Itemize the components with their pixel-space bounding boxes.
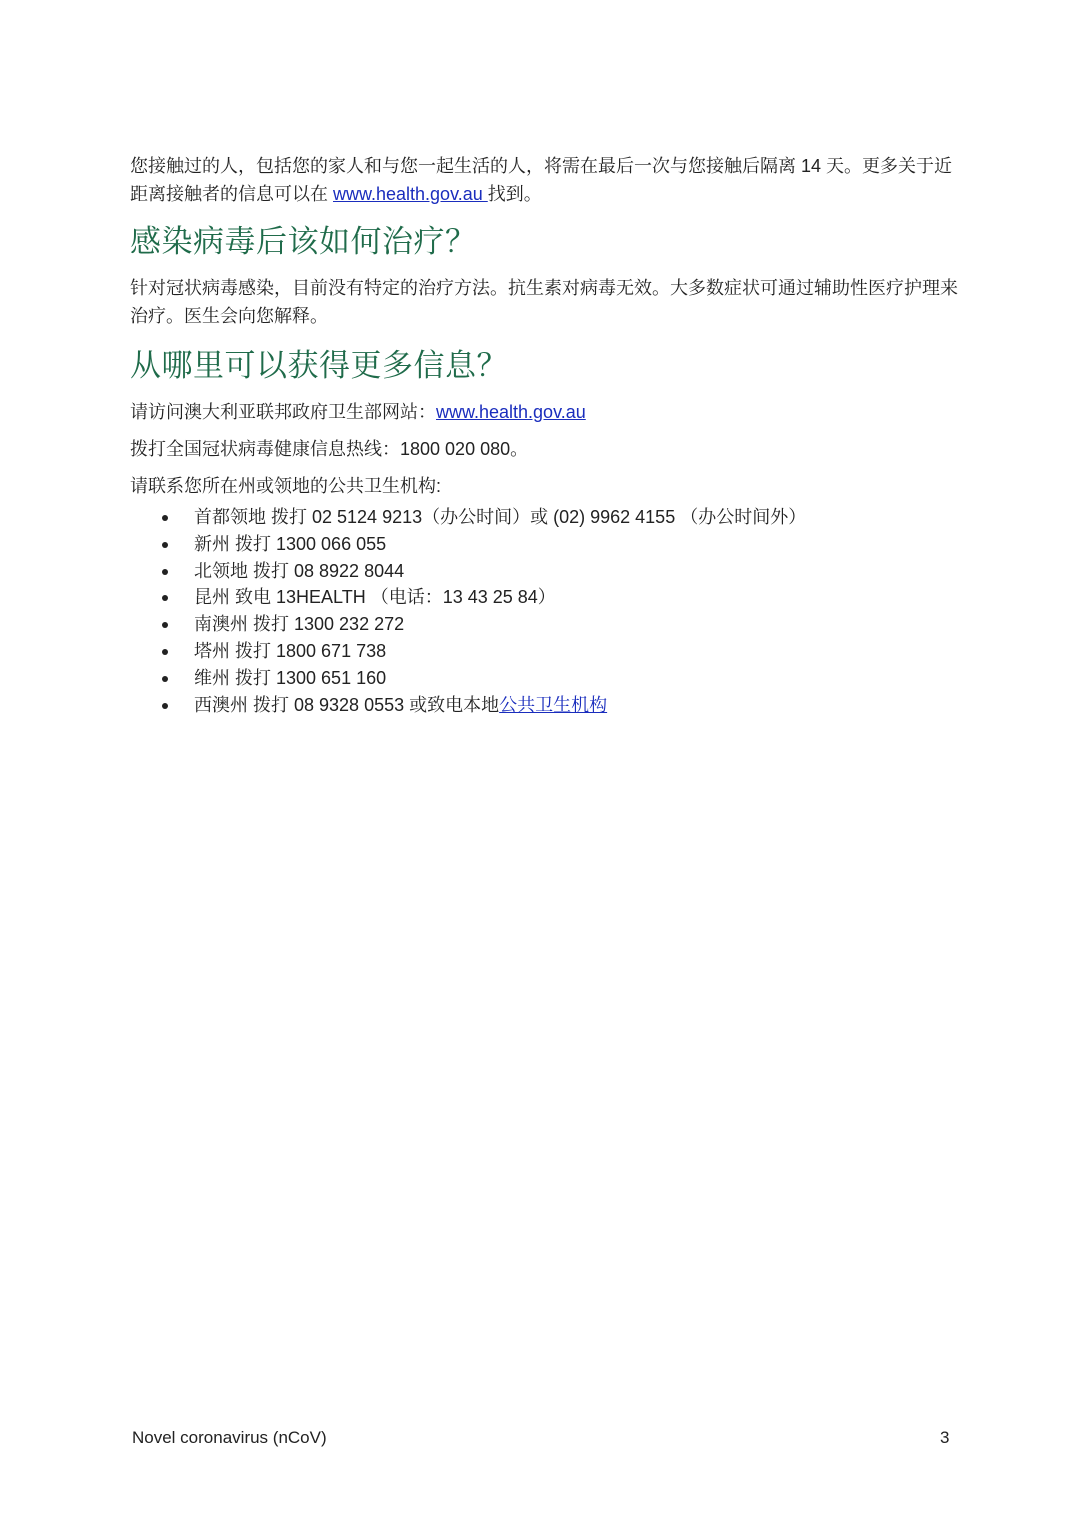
- contact-text: 首都领地 拨打 02 5124 9213（办公时间）或 (02) 9962 4155 （办公时间外）: [194, 507, 807, 527]
- bullet-icon: [162, 649, 168, 655]
- list-item: [130, 692, 960, 719]
- contact-text: 新州 拨打 1300 066 055: [194, 533, 387, 554]
- list-item: [130, 611, 960, 638]
- list-item: [130, 665, 960, 692]
- contact-text: 塔州 拨打 1800 671 738: [194, 640, 387, 661]
- close-contacts-text: 您接触过的人，包括您的家人和与您一起生活的人，将需在最后一次与您接触后隔离 14 天。更多关于近距离接触者的信息可以在: [130, 156, 953, 204]
- contact-intro: 请联系您所在州或领地的公共卫生机构:: [130, 476, 441, 496]
- health-website-link[interactable]: www.health.gov.au: [333, 184, 488, 204]
- contact-text: 北领地 拨打 08 8922 8044: [194, 560, 405, 581]
- hotline-line: 拨打全国冠状病毒健康信息热线：1800 020 080。: [130, 439, 529, 459]
- bullet-icon: [162, 515, 168, 521]
- more-info-heading: 从哪里可以获得更多信息？: [130, 348, 508, 384]
- bullet-icon: [162, 703, 168, 709]
- contact-text: 西澳州 拨打 08 9328 0553 或致电本地: [194, 694, 500, 715]
- list-item: [130, 584, 960, 611]
- bullet-icon: [162, 595, 168, 601]
- treatment-paragraph: 针对冠状病毒感染，目前没有特定的治疗方法。抗生素对病毒无效。大多数症状可通过辅助性医疗护理来治疗。医生会向您解释。: [130, 278, 958, 326]
- contact-text: 昆州 致电 13HEALTH （电话：13 43 25 84）: [194, 587, 556, 608]
- list-item: [130, 638, 960, 665]
- bullet-icon: [162, 542, 168, 548]
- contact-text: 维州 拨打 1300 651 160: [194, 667, 387, 688]
- public-health-unit-link[interactable]: 公共卫生机构: [499, 694, 608, 715]
- website-prefix: 请访问澳大利亚联邦政府卫生部网站：: [130, 402, 436, 422]
- page-number: 3: [940, 1428, 950, 1447]
- treatment-heading: 感染病毒后该如何治疗？: [130, 224, 477, 260]
- page-content: [130, 152, 960, 718]
- bullet-icon: [162, 569, 168, 575]
- bullet-icon: [162, 622, 168, 628]
- close-contacts-text-end: 找到。: [487, 184, 542, 204]
- bullet-icon: [162, 676, 168, 682]
- health-gov-link[interactable]: www.health.gov.au: [436, 402, 586, 422]
- footer-title: Novel coronavirus (nCoV): [132, 1428, 327, 1447]
- contact-text: 南澳州 拨打 1300 232 272: [194, 614, 405, 635]
- list-item: [130, 558, 960, 585]
- close-contacts-paragraph: [130, 152, 960, 208]
- contact-list: [130, 504, 960, 718]
- list-item: [130, 504, 960, 531]
- list-item: [130, 531, 960, 558]
- website-line: [130, 398, 960, 426]
